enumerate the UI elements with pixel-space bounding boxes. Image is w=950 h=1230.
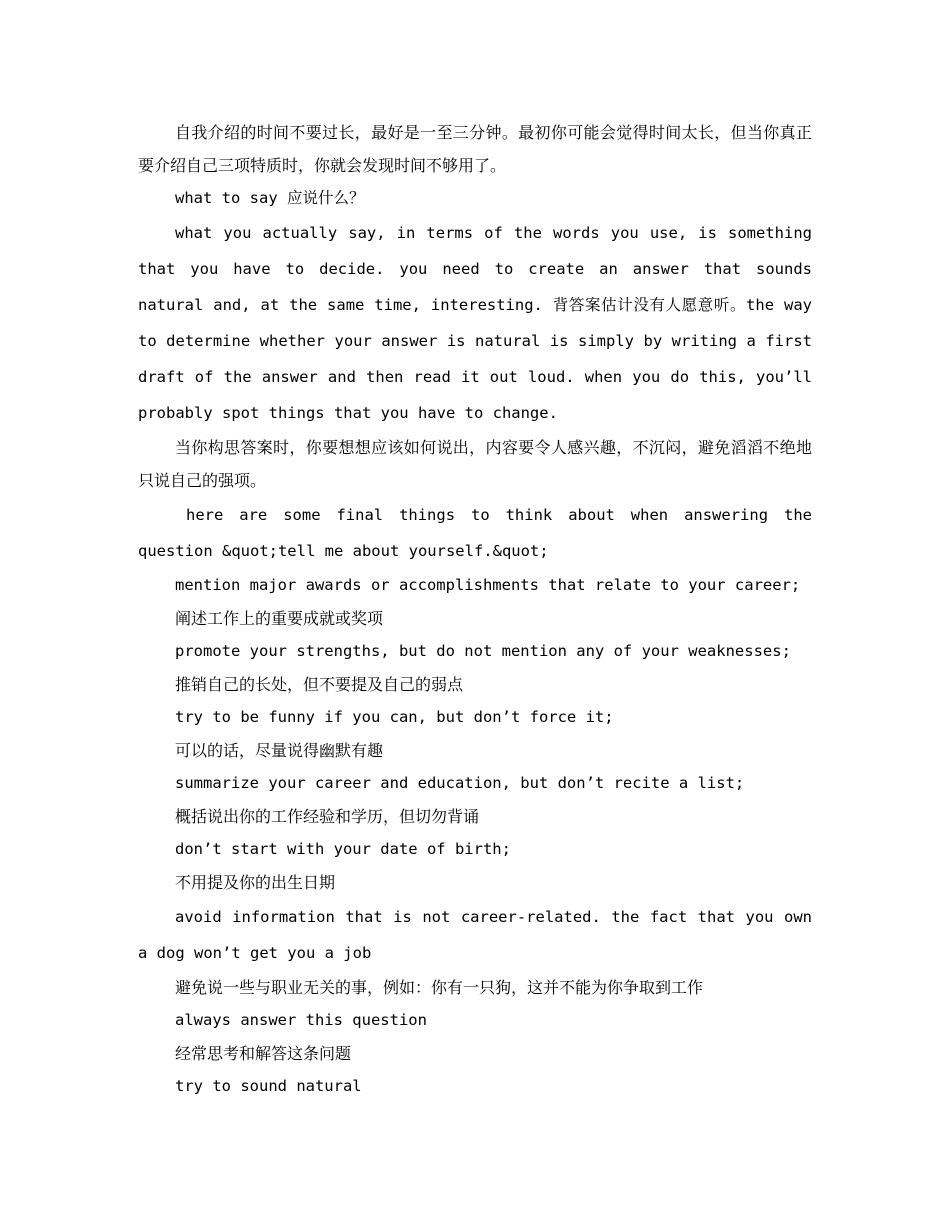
paragraph-compose-answer: 当你构思答案时，你要想想应该如何说出，内容要令人感兴趣，不沉闷，避免滔滔不绝地只说自己的强项。 [138,438,812,490]
tip-strengths-en: promote your strengths, but do not mention any of your weaknesses; [175,642,791,660]
tip-awards-en: mention major awards or accomplishments that relate to your career; [175,576,801,594]
tip-summarize-en: summarize your career and education, but don’t recite a list; [175,774,745,792]
tip-funny-en: try to be funny if you can, but don’t force it; [175,708,614,726]
tip-birth-zh: 不用提及你的出生日期 [175,873,336,892]
tip-avoid-en: avoid information that is not career-related. the fact that you own a dog won’t get you a job [138,908,812,962]
tip-strengths-zh: 推销自己的长处，但不要提及自己的弱点 [175,675,464,694]
document-body [138,116,812,1103]
paragraph-what-you-say: what you actually say, in terms of the words you use, is something that you have to decide. you need to create an answer that sounds natural and, at the same time, interesting. 背答案估计没有人愿意听。the way to determine whether your answer is natural is simply by writing a first draft of the answer and then read it out loud. when you do this, you’ll probably spot things that you have to change. [138,224,812,422]
tip-avoid-zh: 避免说一些与职业无关的事，例如：你有一只狗，这并不能为你争取到工作 [175,978,704,997]
heading-what-to-say: what to say 应说什么？ [175,189,365,207]
tip-awards-zh: 阐述工作上的重要成就或奖项 [175,609,384,628]
tip-funny-zh: 可以的话，尽量说得幽默有趣 [175,741,384,760]
tip-summarize-zh: 概括说出你的工作经验和学历，但切勿背诵 [175,807,480,826]
tip-birth-en: don’t start with your date of birth; [175,840,511,858]
paragraph-intro-duration: 自我介绍的时间不要过长，最好是一至三分钟。最初你可能会觉得时间太长，但当你真正要介绍自己三项特质时，你就会发现时间不够用了。 [138,123,812,175]
tip-natural-en: try to sound natural [175,1077,362,1095]
tip-always-en: always answer this question [175,1011,427,1029]
paragraph-final-things: here are some final things to think about when answering the question &quot;tell me about yourself.&quot; [138,506,812,560]
tip-always-zh: 经常思考和解答这条问题 [175,1044,352,1063]
